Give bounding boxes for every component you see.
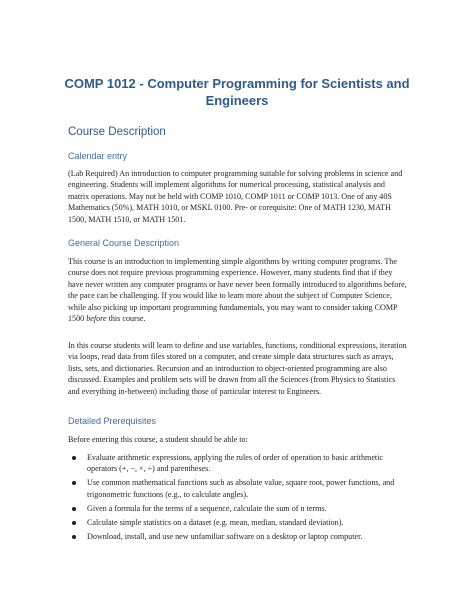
prerequisite-item [68, 477, 408, 500]
general-description-emphasis: before [86, 314, 107, 324]
prerequisite-text: Given a formula for the terms of a sequence, calculate the sum of n terms. [87, 503, 327, 513]
general-description-heading: General Course Description [68, 238, 180, 248]
prerequisite-text: Calculate simple statistics on a dataset (e.g. mean, median, standard deviation). [87, 517, 344, 527]
bullet-icon [72, 456, 76, 460]
prerequisite-item [68, 531, 408, 542]
bullet-icon [72, 507, 76, 511]
prerequisite-item [68, 517, 408, 528]
course-description-heading: Course Description [68, 126, 166, 138]
prerequisites-intro: Before entering this course, a student should be able to: [68, 435, 248, 444]
bullet-icon [72, 535, 76, 539]
calendar-entry-heading: Calendar entry [68, 151, 128, 161]
bullet-icon [72, 481, 76, 485]
prerequisites-list [68, 452, 408, 545]
general-description-paragraph-1 [68, 256, 408, 324]
detailed-prerequisites-heading: Detailed Prerequisites [68, 416, 157, 426]
general-description-text-b: this course. [106, 314, 146, 324]
bullet-icon [72, 521, 76, 525]
general-description-text-a: This course is an introduction to implementing simple algorithms by writing computer programs. The course does not require previous programming experience. However, many students find that if they have never written any computer programs or have never been formally introduced to algorithms before, the pace can be challenging. If you would like to learn more about the subject of Computer Science, while also picking up important programming fundamentals, you may want to consider taking COMP 1500 [68, 257, 407, 324]
calendar-entry-text: (Lab Required) An introduction to computer programming suitable for solving problems in science and engineering. Students will implement algorithms for numerical processing, statistical analysis and matrix operations. May not be held with COMP 1010, COMP 1011 or COMP 1013. One of any 40S Mathematics (50%), MATH 1010, or MSKL 0100. Pre- or corequisite: One of MATH 1230, MATH 1500, MATH 1510, or MATH 1501. [68, 169, 403, 224]
general-description-paragraph-2: In this course students will learn to define and use variables, functions, conditional expressions, iteration via loops, read data from files stored on a computer, and create simple data structures such as arrays, lists, sets, and dictionaries. Recursion and an introduction to object-oriented programming are also discussed. Examples and problem sets will be drawn from all the Sciences (from Physics to Statistics and everything in-between) including those of particular interest to Engineers. [68, 341, 407, 396]
document-title: COMP 1012 - Computer Programming for Scientists and Engineers [64, 76, 410, 108]
prerequisite-text: Evaluate arithmetic expressions, applying the rules of order of operation to basic arithmetic operators (+, −, ×, ÷) and parentheses. [87, 453, 383, 474]
prerequisite-text: Download, install, and use new unfamiliar software on a desktop or laptop computer. [87, 531, 363, 541]
prerequisite-text: Use common mathematical functions such as absolute value, square root, power functions, and trigonometric functions (e.g., to calculate angles). [87, 478, 395, 499]
prerequisite-item [68, 452, 408, 475]
prerequisite-item [68, 503, 408, 514]
